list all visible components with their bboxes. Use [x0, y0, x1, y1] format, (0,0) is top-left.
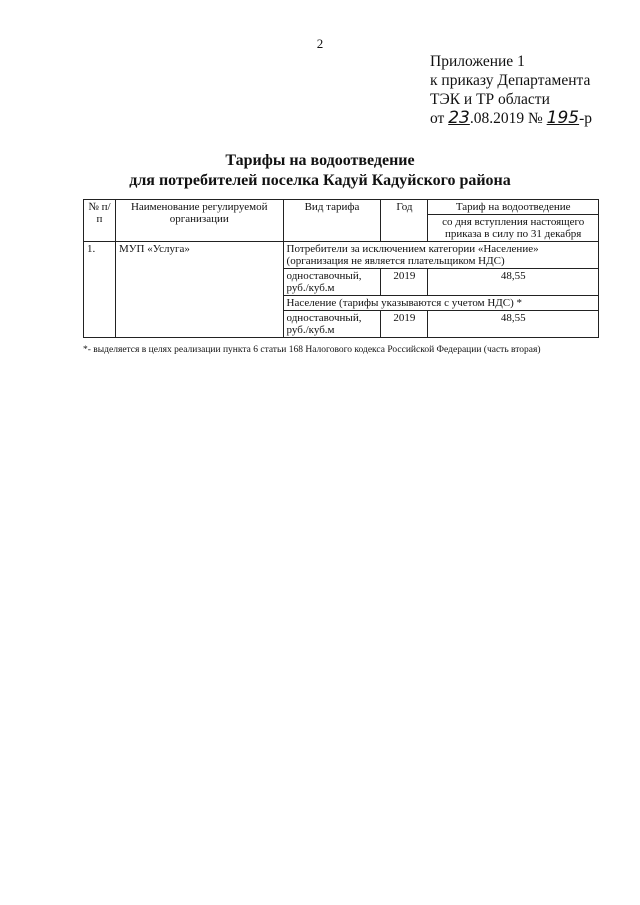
- order-number-handwritten: 195: [546, 108, 580, 128]
- group-1-tariff-type: одноставочный, руб./куб.м: [283, 269, 381, 296]
- appendix-line-3: ТЭК и ТР области: [430, 91, 550, 108]
- header-tariff-type: Вид тарифа: [283, 200, 381, 242]
- group-2-value: 48,55: [428, 311, 599, 338]
- group-2-label: Население (тарифы указываются с учетом НДС) *: [283, 296, 598, 311]
- document-title-line-2: для потребителей поселка Кадуй Кадуйского района: [129, 172, 511, 189]
- row-num: 1.: [84, 242, 116, 338]
- group-2-tariff-type: одноставочный, руб./куб.м: [283, 311, 381, 338]
- document-title-line-1: Тарифы на водоотведение: [225, 152, 415, 169]
- row-org: МУП «Услуга»: [115, 242, 283, 338]
- header-year: Год: [381, 200, 428, 242]
- footnote: *- выделяется в целях реализации пункта 6 статьи 168 Налогового кодекса Российской Федерации (часть вторая): [83, 345, 541, 355]
- appendix-block: [430, 52, 630, 128]
- group-1-year: 2019: [381, 269, 428, 296]
- appendix-date-line: [430, 109, 630, 128]
- appendix-line-2: к приказу Департамента: [430, 72, 591, 89]
- group-1-value: 48,55: [428, 269, 599, 296]
- header-period: со дня вступления настоящего приказа в силу по 31 декабря: [428, 215, 599, 242]
- date-prefix: от: [430, 110, 445, 127]
- appendix-line-1: Приложение 1: [430, 53, 525, 70]
- group-1-label: Потребители за исключением категории «Население» (организация не является плательщиком НДС): [283, 242, 598, 269]
- group-2-year: 2019: [381, 311, 428, 338]
- tariff-table: [83, 199, 599, 338]
- header-num: № п/п: [84, 200, 116, 242]
- order-suffix: -р: [579, 110, 593, 127]
- header-org: Наименование регулируемой организации: [115, 200, 283, 242]
- page-number: 2: [316, 36, 324, 51]
- date-rest: .08.2019 №: [469, 110, 543, 127]
- date-day-handwritten: 23: [448, 108, 470, 128]
- header-tariff: Тариф на водоотведение: [428, 200, 599, 215]
